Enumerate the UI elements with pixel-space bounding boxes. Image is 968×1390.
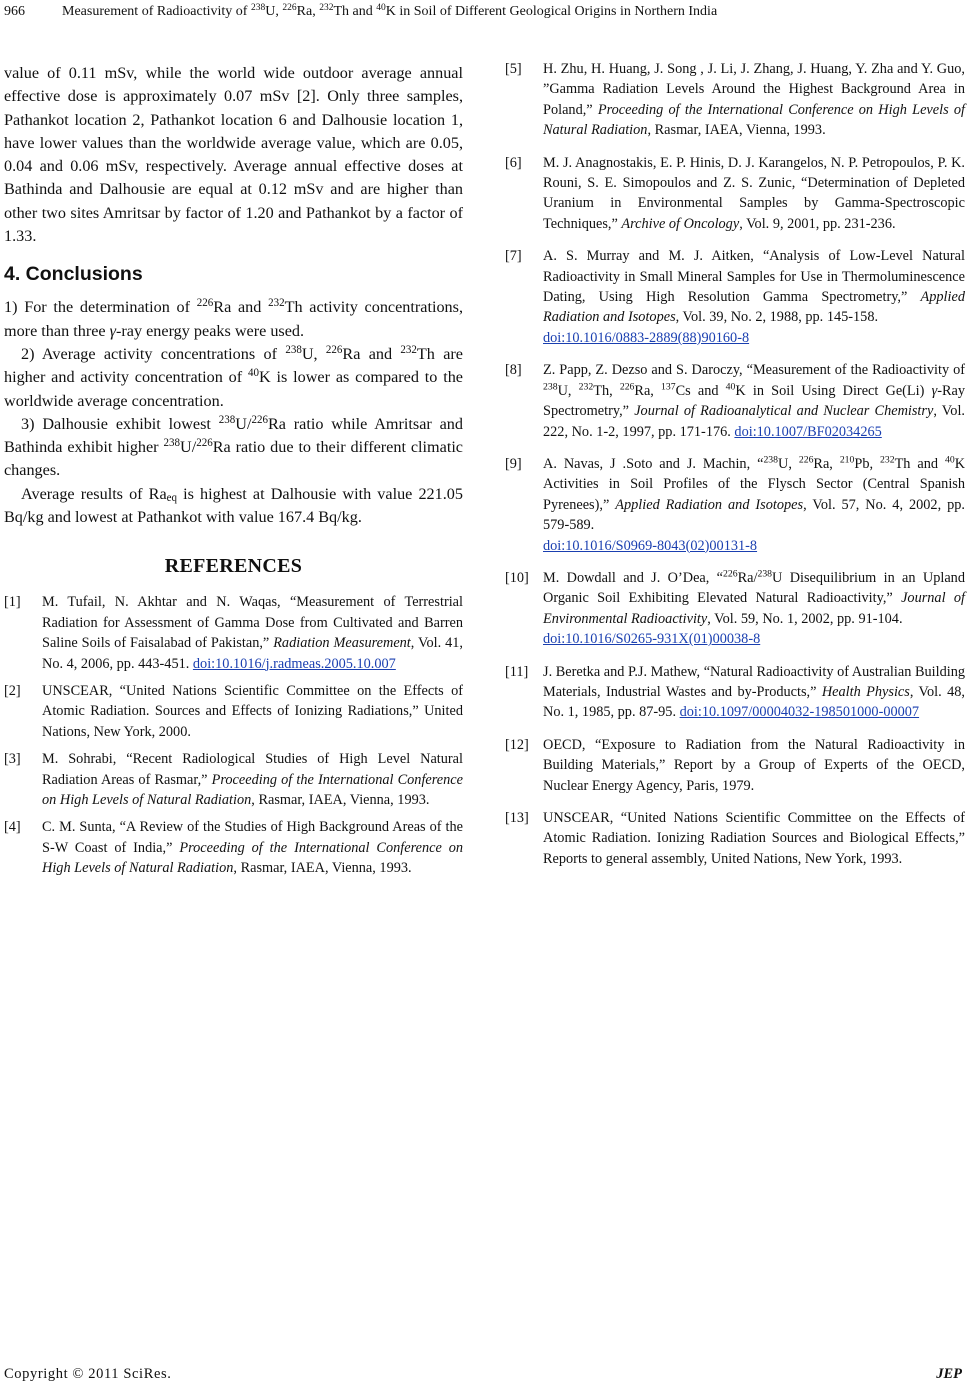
doi-link[interactable]: doi:10.1097/00004032-198501000-00007 [679,704,920,721]
left-column [4,62,463,886]
doi-link[interactable]: doi:10.1016/S0265-931X(01)00038-8 [543,631,761,648]
reference-2: [2] UNSCEAR, “United Nations Scientific Committee on the Effects of Atomic Radiation. Sources and Effects of Ionizing Radiations,” United Nations, New York, 2000. [4,682,463,740]
reference-8: [8] Z. Papp, Z. Dezso and S. Daroczy, “Measurement of the Radioactivity of $^{238}$U, $^{232}$Th, $^{226}$Ra, $^{137}$Cs and $^{40}$K in Soil Using Direct Ge(Li) γ-Ray Spectrometry,” Journal of Radioanalytical and Nuclear Chemistry, Vol. 222, No. 1-2, 1997, pp. 171-176. doi:10.1007/BF02034265 [505,362,965,440]
doi-link[interactable]: doi:10.1016/0883-2889(88)90160-8 [543,329,750,346]
conclusion-2: 2) Average activity concentrations of $^{238}$U, $^{226}$Ra and $^{232}$Th are higher and activity concentration of $^{40}$K is lower as compared to the worldwide average concentration. [4,343,463,410]
copyright-notice: Copyright © 2011 SciRes. [4,1366,172,1382]
references-heading: REFERENCES [164,555,303,578]
reference-7: [7] A. S. Murray and M. J. Aitken, “Analysis of Low-Level Natural Radioactivity in Small Mineral Samples for Use in Thermoluminescence Dating, Using High Resolution Gamma Spectrometry,” Applied Radiation and Isotopes, Vol. 39, No. 2, 1988, pp. 145-158. doi:10.1016/0883-2889(88)90160-8 [505,248,965,346]
conclusion-3: 3) Dalhousie exhibit lowest $^{238}$U/$^{226}$Ra ratio while Amritsar and Bathinda exhibit higher $^{238}$U/$^{226}$Ra ratio due to their different climatic changes. [4,413,463,480]
intro-paragraph: value of 0.11 mSv, while the world wide outdoor average annual effective dose is approximately 0.07 mSv [2]. Only three samples, Pathankot location 2, Pathankot location 6 and Dalhousie location 1, have lower values than the worldwide average value, which are 0.05, 0.04 and 0.06 mSv, respectively. Average annual effective doses at Bathinda and Dalhousie are equal at 0.12 mSv and are higher than other two sites Amritsar by factor of 1.20 and Pathankot by a factor of 1.33. [4,64,463,246]
reference-4: [4] C. M. Sunta, “A Review of the Studies of High Background Areas of the S-W Coast of India,” Proceeding of the International Conference on High Levels of Natural Radiation, Rasmar, IAEA, Vienna, 1993. [4,819,464,877]
running-header [4,4,964,28]
reference-6: [6] M. J. Anagnostakis, E. P. Hinis, D. J. Karangelos, N. P. Petropoulos, P. K. Rouni, S. E. Simopoulos and Z. S. Zunic, “Determination of Depleted Uranium in Environmental Samples by Gamma-Spectroscopic Techniques,” Archive of Oncology, Vol. 9, 2001, pp. 231-236. [505,154,965,232]
running-title: Measurement of Radioactivity of $^{238}$U, $^{226}$Ra, $^{232}$Th and $^{40}$K in Soil of Different Geological Origins in Northern India [62,2,718,19]
journal-abbreviation: JEP [936,1366,962,1382]
doi-link[interactable]: doi:10.1016/j.radmeas.2005.10.007 [192,655,396,672]
conclusions-heading: 4. Conclusions [4,263,143,286]
reference-13: [13] UNSCEAR, “United Nations Scientific Committee on the Effects of Atomic Radiation. Ionizing Radiation Sources and Biological Effects,” Reports to general assembly, United Nations, New York, 1993. [505,810,965,867]
reference-11: [11] J. Beretka and P.J. Mathew, “Natural Radioactivity of Australian Building Materials, Industrial Wastes and by-Products,” Health Physics, Vol. 48, No. 1, 1985, pp. 87-95. doi:10.1097/00004032-198501000-00007 [505,663,965,721]
conclusion-4: Average results of $Ra_{eq}$ is highest at Dalhousie with value 221.05 Bq/kg and lowest at Pathankot with value 167.4 Bq/kg. [4,484,463,527]
doi-link[interactable]: doi:10.1007/BF02034265 [734,423,882,440]
right-column [505,59,965,881]
doi-link[interactable]: doi:10.1016/S0969-8043(02)00131-8 [543,537,758,554]
page-number: 966 [4,4,25,19]
reference-1: [1] M. Tufail, N. Akhtar and N. Waqas, “Measurement of Terrestrial Radiation for Assessment of Gamma Dose from Cultivated and Barren Saline Soils of Faisalabad of Pakistan,” Radiation Measurement, Vol. 41, No. 4, 2006, pp. 443-451. doi:10.1016/j.radmeas.2005.10.007 [4,594,463,672]
reference-9: [9] A. Navas, J .Soto and J. Machin, “$^{238}$U, $^{226}$Ra, $^{210}$Pb, $^{232}$Th and $^{40}$K Activities in Soil Profiles of the Flysch Sector (Central Spanish Pyrenees),” Applied Radiation and Isotopes, Vol. 57, No. 4, 2002, pp. 579-589. doi:10.1016/S0969-8043(02)00131-8 [505,454,966,554]
reference-12: [12] OECD, “Exposure to Radiation from the Natural Radioactivity in Building Materials,” Report by a Group of Experts of the OECD, Nuclear Energy Agency, Paris, 1979. [505,736,965,794]
conclusions-body [4,296,463,529]
reference-3: [3] M. Sohrabi, “Recent Radiological Studies of High Level Natural Radiation Areas of Rasmar,” Proceeding of the International Conference on High Levels of Natural Radiation, Rasmar, IAEA, Vienna, 1993. [4,751,463,808]
reference-10: [10] M. Dowdall and J. O’Dea, “$^{226}$Ra/$^{238}$U Disequilibrium in an Upland Organic Soil Exhibiting Elevated Natural Radioactivity,” Journal of Environmental Radioactivity, Vol. 59, No. 1, 2002, pp. 91-104. doi:10.1016/S0265-931X(01)00038-8 [505,568,966,648]
reference-5: [5] H. Zhu, H. Huang, J. Song , J. Li, J. Zhang, J. Huang, Y. Zha and Y. Guo, ”Gamma Radiation Levels Around the Highest Background Area in Poland,” Proceeding of the International Conference on High Levels of Natural Radiation, Rasmar, IAEA, Vienna, 1993. [505,61,966,139]
conclusion-1: 1) For the determination of $^{226}$Ra and $^{232}$Th activity concentrations, more than three γ-ray energy peaks were used. [4,297,463,340]
